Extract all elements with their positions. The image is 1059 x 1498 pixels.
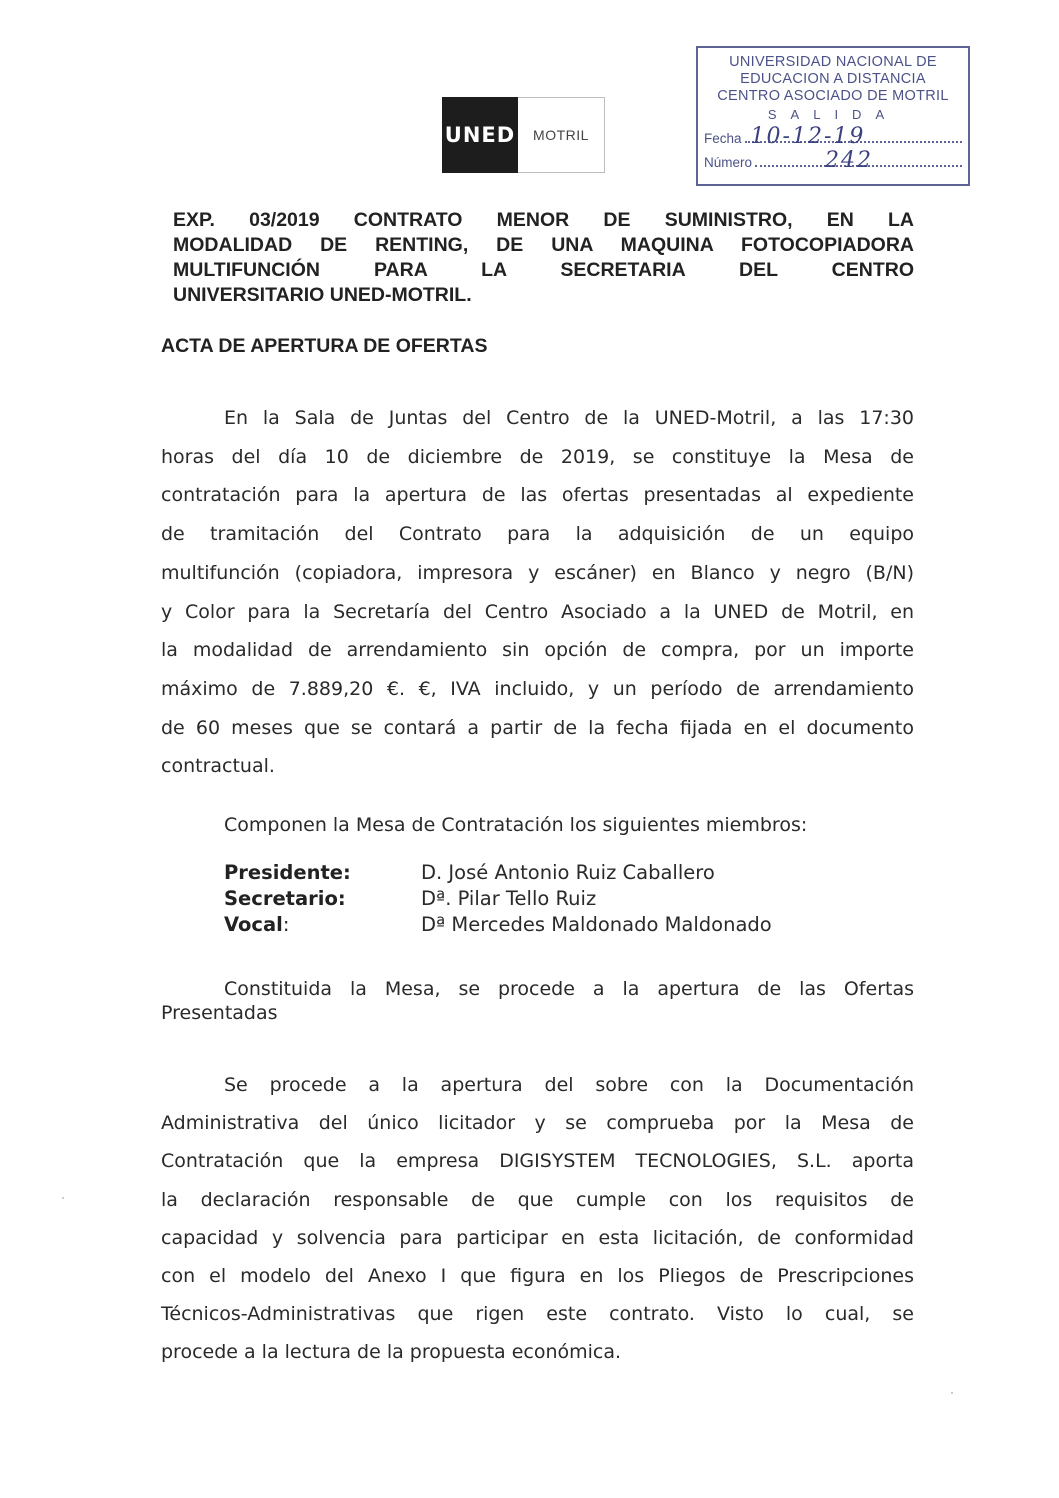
member-name: Dª Mercedes Maldonado Maldonado: [421, 913, 772, 936]
paragraph-line: la declaración responsable de que cumple con los requisitos de: [161, 1188, 914, 1211]
paragraph-line: de tramitación del Contrato para la adquisición de un equipo: [161, 523, 914, 546]
committee-intro: Componen la Mesa de Contratación los siguientes miembros:: [224, 814, 808, 836]
member-role: Vocal:: [224, 913, 290, 936]
heading-line: EXP. 03/2019 CONTRATO MENOR DE SUMINISTRO, EN LA: [173, 209, 914, 231]
paragraph-line: Técnicos-Administrativas que rigen este contrato. Visto lo cual, se: [161, 1303, 914, 1326]
member-role: Secretario:: [224, 887, 346, 910]
stamp-numero-row: [698, 148, 968, 173]
paragraph-constitution: [161, 977, 914, 1025]
paragraph-line: Administrativa del único licitador y se comprueba por la Mesa de: [161, 1112, 914, 1135]
stamp-numero-handwritten: 242: [825, 148, 874, 173]
stamp-line-3: CENTRO ASOCIADO DE MOTRIL: [717, 88, 949, 104]
stamp-fecha-dots: [745, 124, 962, 149]
paragraph-line: En la Sala de Juntas del Centro de la UNED-Motril, a las 17:30: [224, 407, 914, 429]
paragraph-line: Se procede a la apertura del sobre con la Documentación: [224, 1074, 914, 1096]
scan-speck: [62, 1197, 64, 1199]
paragraph-line: Constituida la Mesa, se procede a la apertura de las Ofertas: [224, 978, 914, 1000]
scan-speck: [951, 1392, 953, 1394]
member-row: [224, 886, 977, 912]
logo-side-label: MOTRIL: [518, 97, 605, 173]
member-name: D. José Antonio Ruiz Caballero: [421, 861, 715, 884]
stamp-fecha-label: Fecha: [704, 131, 742, 146]
stamp-fecha-handwritten: 10-12-19: [750, 124, 866, 149]
paragraph-line: máximo de 7.889,20 €. €, IVA incluido, y un período de arrendamiento: [161, 677, 914, 700]
paragraph-line: capacidad y solvencia para participar en esta licitación, de conformidad: [161, 1226, 914, 1249]
paragraph-line: de 60 meses que se contará a partir de la fecha fijada en el documento: [161, 716, 914, 739]
member-name: Dª. Pilar Tello Ruiz: [421, 887, 597, 910]
paragraph-line: multifunción (copiadora, impresora y escáner) en Blanco y negro (B/N): [161, 561, 914, 584]
stamp-numero-dots: [755, 148, 962, 173]
logo-mark: UNED: [442, 97, 518, 173]
paragraph-line: la modalidad de arrendamiento sin opción de compra, por un importe: [161, 639, 914, 662]
paragraph-documentation: [161, 1066, 914, 1372]
paragraph-line: contractual.: [161, 755, 275, 778]
heading-line: MULTIFUNCIÓN PARA LA SECRETARIA DEL CENTRO: [173, 259, 914, 281]
expedient-heading: [173, 208, 914, 308]
heading-line: UNIVERSITARIO UNED-MOTRIL.: [173, 284, 472, 306]
member-row: [224, 860, 977, 886]
member-role: Presidente:: [224, 861, 351, 884]
paragraph-line: procede a la lectura de la propuesta económica.: [161, 1341, 622, 1364]
paragraph-line: Presentadas: [161, 1002, 278, 1024]
stamp-line-2: EDUCACION A DISTANCIA: [740, 71, 926, 87]
stamp-fecha-row: [698, 124, 968, 149]
stamp-numero-label: Número: [704, 155, 753, 170]
registry-stamp: [696, 46, 970, 186]
committee-members: [224, 860, 977, 938]
paragraph-line: horas del día 10 de diciembre de 2019, se constituye la Mesa de: [161, 445, 914, 468]
paragraph-line: con el modelo del Anexo I que figura en los Pliegos de Prescripciones: [161, 1265, 914, 1288]
uned-motril-logo: [442, 97, 606, 173]
acta-title: ACTA DE APERTURA DE OFERTAS: [161, 335, 488, 357]
paragraph-opening: [161, 399, 914, 786]
heading-line: MODALIDAD DE RENTING, DE UNA MAQUINA FOTOCOPIADORA: [173, 234, 914, 256]
paragraph-line: y Color para la Secretaría del Centro Asociado a la UNED de Motril, en: [161, 600, 914, 623]
paragraph-line: Contratación que la empresa DIGISYSTEM TECNOLOGIES, S.L. aporta: [161, 1150, 914, 1173]
member-row: [224, 912, 977, 938]
stamp-line-1: UNIVERSIDAD NACIONAL DE: [729, 54, 937, 70]
stamp-salida: SALIDA: [767, 107, 899, 122]
paragraph-line: contratación para la apertura de las ofertas presentadas al expediente: [161, 484, 914, 507]
